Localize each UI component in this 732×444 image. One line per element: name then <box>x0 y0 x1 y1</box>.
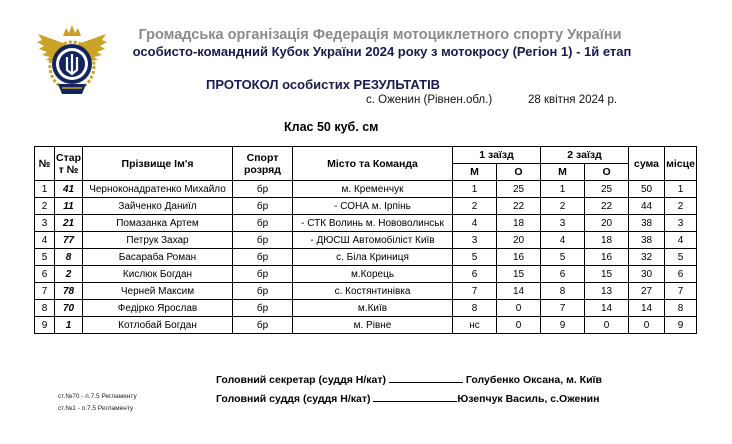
cell-race1-o: 20 <box>497 232 541 249</box>
federation-emblem-icon <box>36 22 108 98</box>
cell-race2-o: 15 <box>585 266 629 283</box>
secretary-signature-line <box>389 371 463 383</box>
cell-race2-o: 0 <box>585 317 629 334</box>
cell-rank: бр <box>233 283 293 300</box>
cell-race2-o: 18 <box>585 232 629 249</box>
cell-total: 44 <box>629 198 665 215</box>
event-place: с. Оженин (Рівнен.обл.) <box>366 94 493 106</box>
cell-start: 1 <box>55 317 83 334</box>
cell-rank: бр <box>233 266 293 283</box>
cell-race1-o: 14 <box>497 283 541 300</box>
cell-place: 2 <box>665 198 697 215</box>
judge-signature-line <box>373 390 457 402</box>
table-row <box>35 300 697 317</box>
table-row <box>35 215 697 232</box>
cell-num: 2 <box>35 198 55 215</box>
cell-num: 3 <box>35 215 55 232</box>
cell-rank: бр <box>233 198 293 215</box>
judge-label: Головний суддя (суддя Н/кат) <box>216 393 371 405</box>
cell-race2-o: 22 <box>585 198 629 215</box>
cell-city: - СТК Волинь м. Нововолинськ <box>293 215 453 232</box>
cell-city: м. Кременчук <box>293 181 453 198</box>
cell-total: 14 <box>629 300 665 317</box>
header-rank <box>233 147 293 181</box>
cell-race1-m: 2 <box>453 198 497 215</box>
cell-place: 1 <box>665 181 697 198</box>
cell-city: м. Рівне <box>293 317 453 334</box>
header-name: Прізвище Ім'я <box>83 147 233 181</box>
cell-city: - СОНА м. Ірпінь <box>293 198 453 215</box>
cell-race2-o: 20 <box>585 215 629 232</box>
cell-start: 8 <box>55 249 83 266</box>
results-table <box>34 146 697 334</box>
secretary-label: Головний секретар (суддя Н/кат) <box>216 374 387 386</box>
footnote-1: ст.№70 - п.7.5 Регламенту <box>58 393 137 400</box>
cell-num: 4 <box>35 232 55 249</box>
cell-total: 38 <box>629 232 665 249</box>
cell-race2-m: 4 <box>541 232 585 249</box>
cell-num: 7 <box>35 283 55 300</box>
cell-total: 50 <box>629 181 665 198</box>
cell-name: Федірко Ярослав <box>83 300 233 317</box>
cell-name: Петрук Захар <box>83 232 233 249</box>
cell-city: м.Корець <box>293 266 453 283</box>
cell-start: 77 <box>55 232 83 249</box>
cell-race2-m: 2 <box>541 198 585 215</box>
cell-race2-m: 3 <box>541 215 585 232</box>
header-race1: 1 заїзд <box>453 147 541 164</box>
cell-place: 3 <box>665 215 697 232</box>
header-rank-line1: Спорт <box>246 151 279 164</box>
cell-place: 9 <box>665 317 697 334</box>
cell-total: 0 <box>629 317 665 334</box>
protocol-title: ПРОТОКОЛ особистих РЕЗУЛЬТАТІВ <box>206 77 441 92</box>
header-race2-o: О <box>585 164 629 181</box>
cell-start: 78 <box>55 283 83 300</box>
cell-race2-m: 7 <box>541 300 585 317</box>
cell-name: Басараба Роман <box>83 249 233 266</box>
table-row <box>35 249 697 266</box>
cell-name: Черноконадратенко Михайло <box>83 181 233 198</box>
cell-num: 5 <box>35 249 55 266</box>
header-race2-m: М <box>541 164 585 181</box>
cell-rank: бр <box>233 181 293 198</box>
judge-name: Юзепчук Василь, с.Оженин <box>457 393 600 405</box>
cell-total: 38 <box>629 215 665 232</box>
header-race1-m: М <box>453 164 497 181</box>
cell-race1-m: 4 <box>453 215 497 232</box>
table-header-row <box>35 147 697 164</box>
cell-start: 70 <box>55 300 83 317</box>
cell-race2-m: 8 <box>541 283 585 300</box>
table-row <box>35 266 697 283</box>
cell-race2-o: 16 <box>585 249 629 266</box>
table-row <box>35 283 697 300</box>
cell-name: Кислюк Богдан <box>83 266 233 283</box>
cell-name: Помазанка Артем <box>83 215 233 232</box>
cell-place: 7 <box>665 283 697 300</box>
cell-name: Котлобай Богдан <box>83 317 233 334</box>
cell-race2-o: 25 <box>585 181 629 198</box>
cell-start: 21 <box>55 215 83 232</box>
cell-race1-m: 7 <box>453 283 497 300</box>
secretary-signature <box>216 371 602 386</box>
cell-place: 5 <box>665 249 697 266</box>
cell-city: м.Київ <box>293 300 453 317</box>
table-row <box>35 198 697 215</box>
cell-total: 32 <box>629 249 665 266</box>
cell-race1-o: 0 <box>497 317 541 334</box>
header-start <box>55 147 83 181</box>
event-date: 28 квітня 2024 р. <box>528 94 618 106</box>
cell-place: 6 <box>665 266 697 283</box>
header-start-line1: Стар <box>56 151 81 164</box>
cell-race1-o: 25 <box>497 181 541 198</box>
cell-race2-o: 13 <box>585 283 629 300</box>
org-title: Громадська організація Федерація мотоциклетного спорту України <box>138 27 622 43</box>
cell-city: с. Біла Криниця <box>293 249 453 266</box>
cell-race2-m: 6 <box>541 266 585 283</box>
cell-start: 11 <box>55 198 83 215</box>
cell-race2-m: 9 <box>541 317 585 334</box>
cell-race2-m: 5 <box>541 249 585 266</box>
header-race2: 2 заїзд <box>541 147 629 164</box>
header-rank-line2: розряд <box>244 163 281 176</box>
cup-title: особисто-командний Кубок України 2024 року з мотокросу (Регіон 1) - 1й етап <box>132 44 632 59</box>
header-start-line2: т № <box>58 163 79 176</box>
cell-total: 30 <box>629 266 665 283</box>
judge-signature <box>216 390 599 405</box>
cell-race1-m: 8 <box>453 300 497 317</box>
header-city: Місто та Команда <box>293 147 453 181</box>
cell-race1-o: 18 <box>497 215 541 232</box>
header-place: місце <box>665 147 697 181</box>
cell-race1-m: 1 <box>453 181 497 198</box>
cell-rank: бр <box>233 300 293 317</box>
results-body <box>35 181 697 334</box>
table-row <box>35 181 697 198</box>
cell-name: Зайченко Даниїл <box>83 198 233 215</box>
cell-place: 4 <box>665 232 697 249</box>
cell-race1-o: 0 <box>497 300 541 317</box>
cell-start: 2 <box>55 266 83 283</box>
cell-race1-m: 6 <box>453 266 497 283</box>
cell-total: 27 <box>629 283 665 300</box>
cell-num: 9 <box>35 317 55 334</box>
cell-num: 8 <box>35 300 55 317</box>
header-race1-o: О <box>497 164 541 181</box>
cell-place: 8 <box>665 300 697 317</box>
header-num: № <box>35 147 55 181</box>
cell-race1-o: 15 <box>497 266 541 283</box>
cell-rank: бр <box>233 249 293 266</box>
cell-race2-m: 1 <box>541 181 585 198</box>
cell-race1-m: 5 <box>453 249 497 266</box>
cell-city: с. Костянтинівка <box>293 283 453 300</box>
table-row <box>35 232 697 249</box>
cell-name: Черней Максим <box>83 283 233 300</box>
table-row <box>35 317 697 334</box>
cell-race2-o: 14 <box>585 300 629 317</box>
cell-start: 41 <box>55 181 83 198</box>
secretary-name: Голубенко Оксана, м. Київ <box>465 374 602 386</box>
cell-rank: бр <box>233 215 293 232</box>
footnote-2: ст.№1 - п.7.5 Регламенту <box>58 405 134 412</box>
cell-rank: бр <box>233 317 293 334</box>
cell-city: - ДЮСШ Автомобіліст Київ <box>293 232 453 249</box>
header-total: сума <box>629 147 665 181</box>
cell-race1-o: 22 <box>497 198 541 215</box>
cell-race1-m: 3 <box>453 232 497 249</box>
cell-rank: бр <box>233 232 293 249</box>
cell-num: 1 <box>35 181 55 198</box>
cell-race1-m: нс <box>453 317 497 334</box>
class-title: Клас 50 куб. см <box>284 120 379 134</box>
cell-num: 6 <box>35 266 55 283</box>
cell-race1-o: 16 <box>497 249 541 266</box>
